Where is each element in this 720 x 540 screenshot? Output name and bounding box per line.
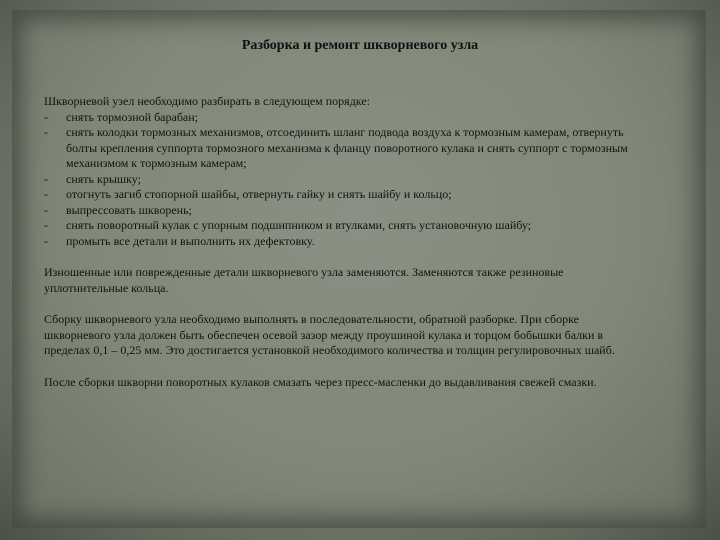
list-item [44,172,644,188]
step-text: отогнуть загиб стопорной шайбы, отвернуть гайку и снять шайбу и кольцо; [66,187,452,201]
lubrication-paragraph: После сборки шкворни поворотных кулаков смазать через пресс-масленки до выдавливания свежей смазки. [44,374,597,389]
replacement-paragraph: Изношенные или поврежденные детали шкворневого узла заменяются. Заменяются также резиновые уплотнительные кольца. [44,265,564,295]
dash-bullet: - [44,171,48,186]
dash-bullet: - [44,187,48,201]
list-item [44,110,644,126]
slide-body [44,94,644,390]
dash-bullet: - [44,202,48,217]
step-text: снять колодки тормозных механизмов, отсоединить шланг подвода воздуха к тормозным камерам, отвернуть болты крепления суппорта тормозного механизма к фланцу поворотного кулака и снять суппорт с тормозным механизмом к тормозным камерам; [66,125,628,170]
list-item [44,187,644,203]
spacer [44,249,644,265]
dash-bullet: - [44,218,48,232]
list-item [44,203,644,219]
list-item [44,218,644,234]
slide-title: Разборка и ремонт шкворневого узла [241,38,479,53]
spacer [44,296,644,312]
list-item [44,125,644,172]
disassembly-steps-list [44,110,644,250]
spacer [44,359,644,375]
intro-paragraph: Шкворневой узел необходимо разбирать в следующем порядке: [44,94,370,108]
list-item [44,234,644,250]
step-text: снять поворотный кулак с упорным подшипником и втулками, снять установочную шайбу; [66,218,532,232]
step-text: снять тормозной барабан; [66,109,199,124]
dash-bullet: - [44,233,48,248]
step-text: снять крышку; [66,171,141,186]
dash-bullet: - [44,109,48,124]
assembly-paragraph: Сборку шкворневого узла необходимо выполнять в последовательности, обратной разборке. При сборке шкворневого узла должен быть обеспечен осевой зазор между проушиной кулака и торцом бобышки балки в пределах 0,1 – 0,25 мм. Это достигается установкой необходимого количества и толщин регулировочных шайб. [44,312,615,357]
step-text: промыть все детали и выполнить их дефектовку. [66,233,315,248]
step-text: выпрессовать шкворень; [66,202,192,217]
dash-bullet: - [44,125,48,139]
